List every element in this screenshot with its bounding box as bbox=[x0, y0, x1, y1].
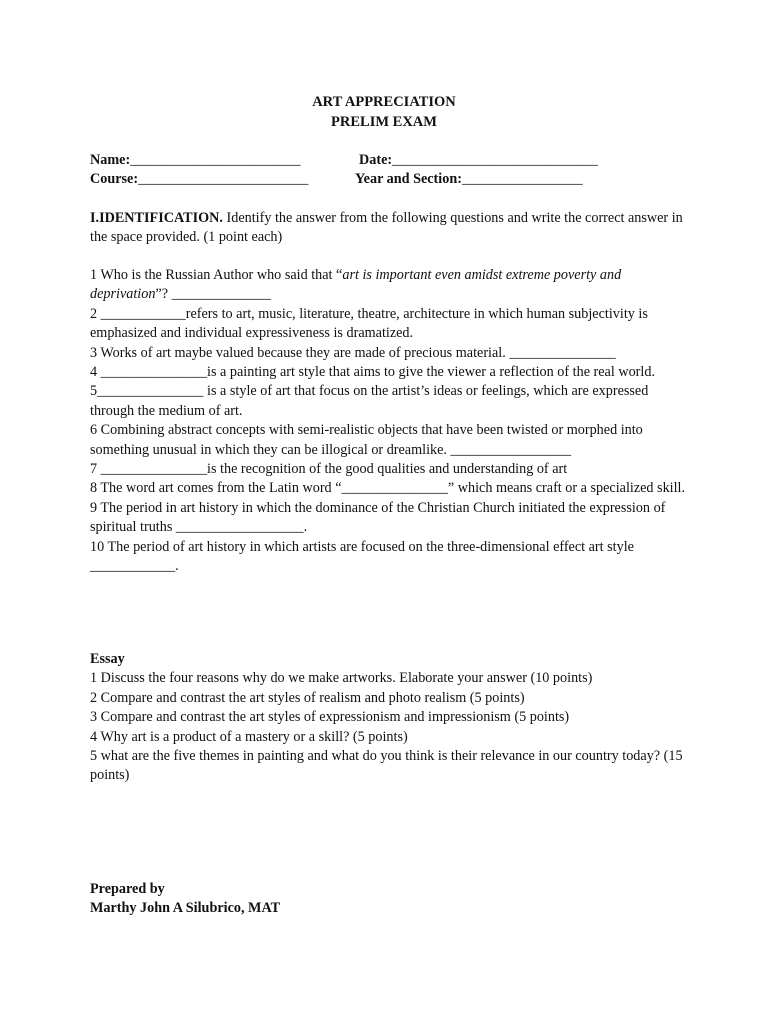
prepared-by-block bbox=[90, 880, 690, 919]
date-blank[interactable]: _____________________________ bbox=[392, 152, 598, 168]
question-3: 3 Works of art maybe valued because they are made of precious material. _______________ bbox=[90, 344, 616, 361]
exam-title: ART APPRECIATION bbox=[312, 94, 456, 110]
question-1-quote: art is important even amidst extreme poverty and deprivation bbox=[90, 267, 622, 303]
question-8: 8 The word art comes from the Latin word “_______________” which means craft or a specialized skill. bbox=[90, 480, 686, 497]
question-1 bbox=[90, 266, 690, 305]
name-field[interactable] bbox=[90, 151, 300, 170]
question-6: 6 Combining abstract concepts with semi-realistic objects that have been twisted or morphed into something unusual in which they can be illogical or dreamlike. _________________ bbox=[90, 422, 643, 458]
prepared-by-label: Prepared by bbox=[90, 881, 165, 897]
course-blank[interactable]: ________________________ bbox=[138, 171, 309, 187]
course-field[interactable] bbox=[90, 170, 308, 189]
essay-section bbox=[90, 650, 690, 786]
question-9: 9 The period in art history in which the dominance of the Christian Church initiated the expression of spiritual truths __________________. bbox=[90, 499, 666, 536]
essay-item-5: 5 what are the five themes in painting and what do you think is their relevance in our country today? (15 points) bbox=[90, 748, 683, 784]
question-10: 10 The period of art history in which artists are focused on the three-dimensional effect art style ____________. bbox=[90, 538, 634, 575]
identification-heading: I.IDENTIFICATION. bbox=[90, 210, 223, 226]
exam-subtitle: PRELIM EXAM bbox=[331, 114, 437, 130]
identification-questions bbox=[90, 266, 690, 577]
essay-item-4: 4 Why art is a product of a mastery or a skill? (5 points) bbox=[90, 728, 408, 745]
essay-item-2: 2 Compare and contrast the art styles of realism and photo realism (5 points) bbox=[90, 689, 525, 706]
question-1-post: ”? ______________ bbox=[155, 286, 271, 303]
question-5: 5_______________ is a style of art that focus on the artist’s ideas or feelings, which are expressed through the medium of art. bbox=[90, 383, 649, 419]
date-field[interactable] bbox=[359, 151, 598, 170]
question-1-pre: 1 Who is the Russian Author who said that “ bbox=[90, 267, 343, 283]
question-2: 2 ____________refers to art, music, literature, theatre, architecture in which human subjectivity is emphasized and individual expressiveness is dramatized. bbox=[90, 305, 648, 342]
author-name: Marthy John A Silubrico, MAT bbox=[90, 900, 281, 917]
year-section-field[interactable] bbox=[355, 170, 583, 189]
essay-item-1: 1 Discuss the four reasons why do we make artworks. Elaborate your answer (10 points) bbox=[90, 670, 593, 687]
name-label: Name: bbox=[90, 152, 131, 168]
name-blank[interactable]: ________________________ bbox=[130, 152, 301, 168]
essay-heading: Essay bbox=[90, 651, 125, 667]
date-label: Date: bbox=[359, 152, 393, 168]
identification-text: Identify the answer from the following questions and write the correct answer in the space provided. (1 point each) bbox=[90, 210, 683, 246]
identification-instructions bbox=[90, 209, 690, 248]
year-section-label: Year and Section: bbox=[355, 171, 462, 187]
question-7: 7 _______________is the recognition of the good qualities and understanding of art bbox=[90, 461, 568, 478]
year-section-blank[interactable]: _________________ bbox=[461, 171, 583, 187]
question-4: 4 _______________is a painting art style that aims to give the viewer a reflection of the real world. bbox=[90, 364, 655, 381]
course-label: Course: bbox=[90, 171, 139, 187]
essay-item-3: 3 Compare and contrast the art styles of expressionism and impressionism (5 points) bbox=[90, 709, 570, 726]
